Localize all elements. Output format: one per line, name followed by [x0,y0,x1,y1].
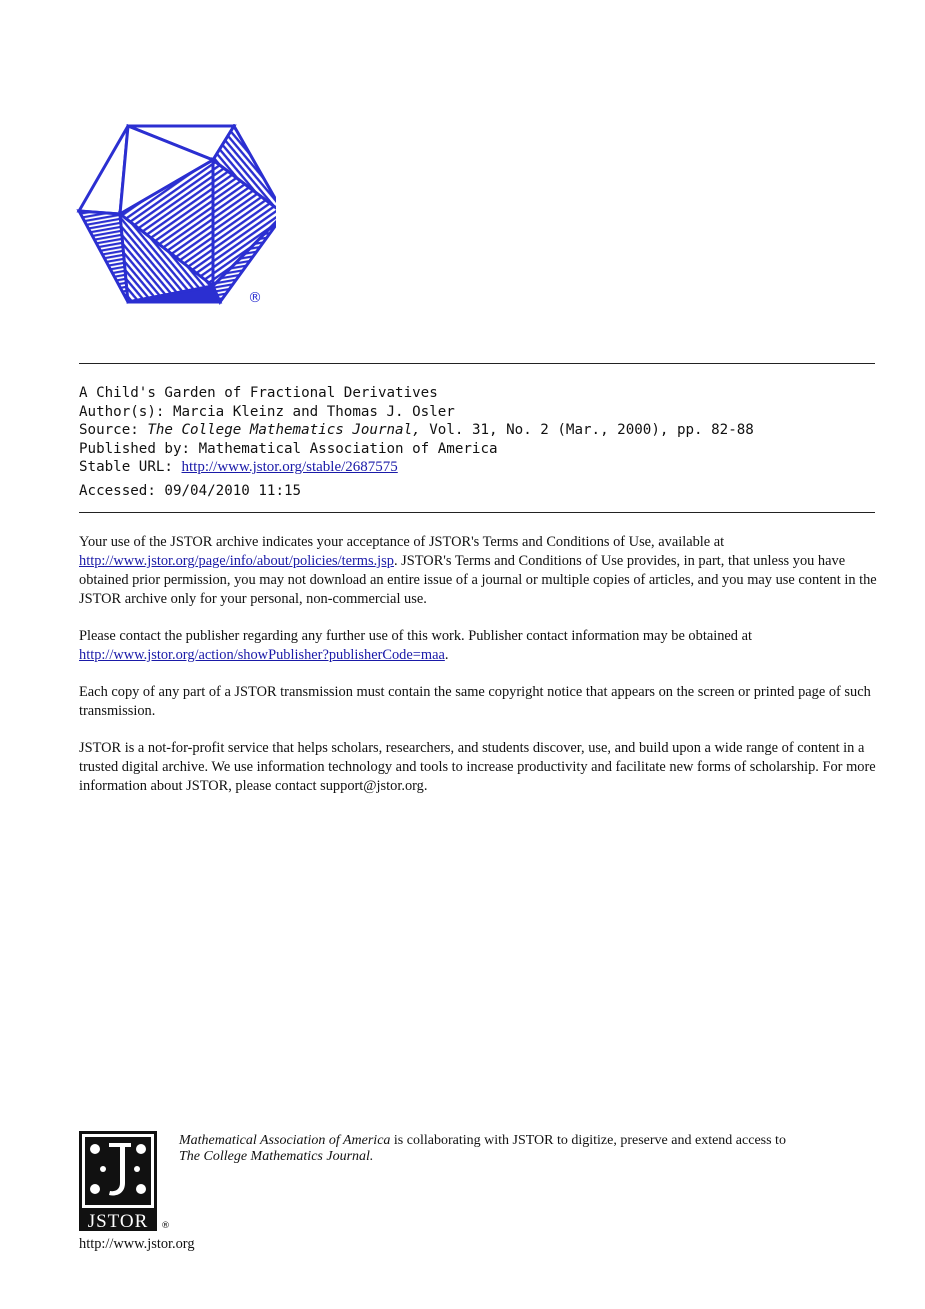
stable-url-line [79,458,875,477]
accessed-label: Accessed: [79,482,156,499]
accessed-line [79,482,875,501]
terms-paragraph-4: JSTOR is a not-for-profit service that helps scholars, researchers, and students discover, use, and build upon a wide range of content in a trusted digital archive. We use information technology and tools to increase productivity and facilitate new forms of scholarship. For more information about JSTOR, please contact support@jstor.org. [79,740,876,794]
publisher-contact-link[interactable]: http://www.jstor.org/action/showPublisher?publisherCode=maa [79,647,445,663]
jstor-logo-text: JSTOR [87,1211,149,1231]
collaboration-notice [179,1133,879,1165]
terms-paragraph-1 [79,533,879,609]
publisher-label: Published by: [79,440,191,457]
jstor-url[interactable]: http://www.jstor.org [79,1236,195,1252]
stable-url-link[interactable]: http://www.jstor.org/stable/2687575 [181,459,398,476]
terms-paragraph-2 [79,627,879,665]
registered-mark: ® [248,290,262,306]
terms-p1-start: Your use of the JSTOR archive indicates your acceptance of JSTOR's Terms and Conditions of Use, available at [79,534,725,550]
authors-line [79,403,875,422]
icosahedron-logo-icon [76,124,276,308]
source-journal: The College Mathematics Journal, [147,422,421,439]
terms-link[interactable]: http://www.jstor.org/page/info/about/policies/terms.jsp [79,553,394,569]
article-title: A Child's Garden of Fractional Derivatives [79,385,438,401]
bottom-divider [79,512,875,513]
terms-p2-start: Please contact the publisher regarding any further use of this work. Publisher contact information may be obtained at [79,628,752,644]
source-line [79,421,875,440]
stable-url-label: Stable URL: [79,459,173,476]
collab-journal: The College Mathematics Journal. [179,1149,374,1164]
accessed-value: 09/04/2010 11:15 [164,482,302,499]
terms-block [79,533,879,814]
terms-p2-end: . [444,647,449,663]
publisher-value: Mathematical Association of America [198,440,498,457]
jstor-registered-mark: ® [161,1221,170,1231]
citation-block [79,384,875,501]
source-label: Source: [79,422,139,439]
publisher-line [79,440,875,459]
authors-label: Author(s): [79,403,165,420]
jstor-logo-icon [79,1131,171,1231]
collab-text: is collaborating with JSTOR to digitize, preserve and extend access to [390,1133,786,1148]
collab-organization: Mathematical Association of America [179,1133,391,1148]
authors-value: Marcia Kleinz and Thomas J. Osler [172,403,455,420]
source-details: Vol. 31, No. 2 (Mar., 2000), pp. 82-88 [429,422,754,439]
top-divider [79,363,875,364]
terms-p1-end: . JSTOR's Terms and Conditions of Use provides, in part, that unless you have obtained prior permission, you may not download an entire issue of a journal or multiple copies of articles, and you may use content in the JSTOR archive only for your personal, non-commercial use. [79,553,877,607]
terms-paragraph-3: Each copy of any part of a JSTOR transmission must contain the same copyright notice that appears on the screen or printed page of such transmission. [79,684,871,719]
